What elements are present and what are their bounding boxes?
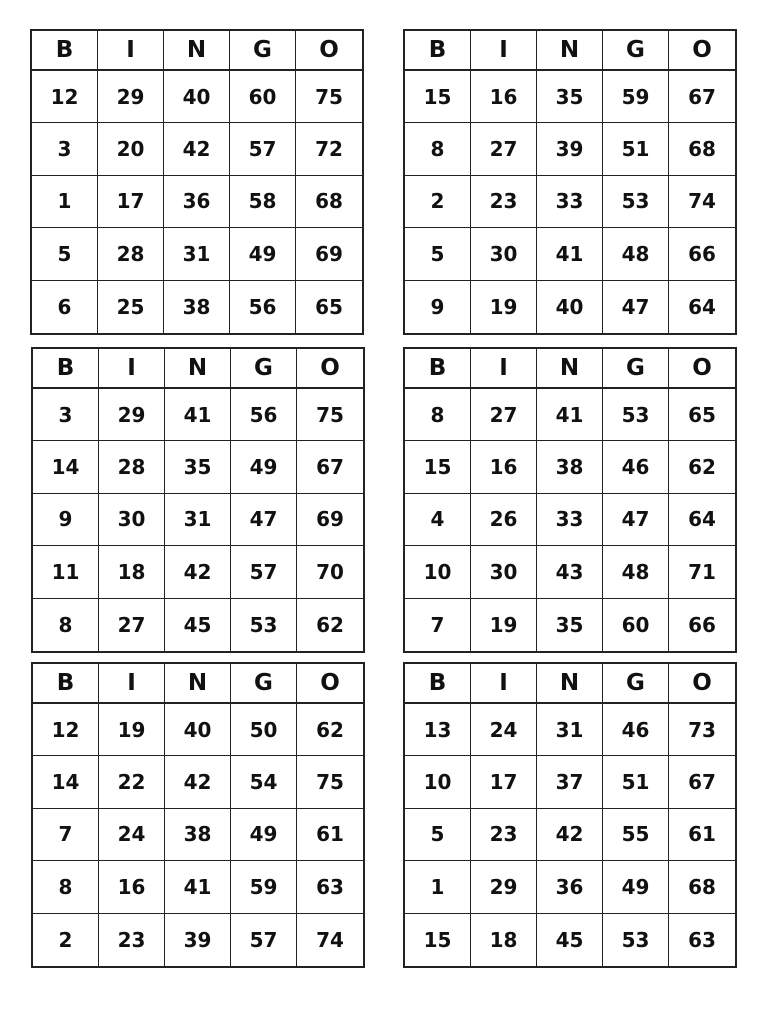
header-letter-g: G — [231, 664, 297, 704]
number-cell: 6 — [32, 281, 98, 333]
number-cell: 67 — [669, 756, 735, 808]
number-cell: 63 — [688, 927, 716, 952]
number-cell: 36 — [537, 861, 603, 913]
number-cell: 14 — [33, 441, 99, 493]
number-cell: 8 — [405, 123, 471, 175]
number-cell: 60 — [603, 599, 669, 651]
number-cell: 64 — [688, 294, 716, 319]
number-cell: 55 — [603, 809, 669, 861]
number-cell: 23 — [99, 914, 165, 966]
number-cell: 59 — [603, 71, 669, 123]
number-cell: 19 — [471, 281, 537, 333]
number-cell: 30 — [471, 228, 537, 280]
number-cell: 24 — [99, 809, 165, 861]
number-cell: 26 — [471, 494, 537, 546]
number-cell: 1 — [32, 176, 98, 228]
number-cell: 42 — [165, 756, 231, 808]
header-letter-g: G — [603, 664, 669, 704]
number-cell: 39 — [537, 123, 603, 175]
number-cell: 68 — [296, 176, 362, 228]
number-cell: 65 — [669, 389, 735, 441]
number-cell: 9 — [405, 281, 471, 333]
number-cell: 61 — [669, 809, 735, 861]
number-cell: 66 — [669, 228, 735, 280]
number-cell: 2 — [405, 176, 471, 228]
number-cell: 10 — [405, 546, 471, 598]
number-cell: 24 — [471, 704, 537, 756]
header-letter-n: N — [165, 349, 231, 389]
number-cell: 56 — [231, 389, 297, 441]
number-cell: 3 — [32, 123, 98, 175]
number-cell: 49 — [231, 809, 297, 861]
number-cell: 20 — [98, 123, 164, 175]
header-letter-b: B — [405, 664, 471, 704]
number-cell: 27 — [99, 599, 165, 651]
header-letter-b: B — [33, 349, 99, 389]
number-cell: 49 — [231, 441, 297, 493]
number-cell: 14 — [33, 756, 99, 808]
number-cell: 19 — [471, 599, 537, 651]
number-cell: 30 — [99, 494, 165, 546]
number-cell: 74 — [316, 927, 344, 952]
number-cell: 49 — [230, 228, 296, 280]
number-cell: 42 — [164, 123, 230, 175]
header-letter-o: O — [669, 349, 735, 389]
bingo-card-6 — [403, 662, 737, 968]
number-cell: 38 — [164, 281, 230, 333]
number-cell: 53 — [231, 599, 297, 651]
number-cell: 71 — [669, 546, 735, 598]
number-cell: 2 — [33, 914, 99, 966]
number-cell: 15 — [405, 71, 471, 123]
number-cell: 31 — [165, 494, 231, 546]
number-cell: 53 — [603, 389, 669, 441]
number-cell: 42 — [165, 546, 231, 598]
number-cell: 27 — [471, 389, 537, 441]
number-cell: 29 — [471, 861, 537, 913]
number-cell: 73 — [669, 704, 735, 756]
number-cell: 35 — [537, 599, 603, 651]
header-letter-b: B — [405, 31, 471, 71]
number-cell: 50 — [231, 704, 297, 756]
number-cell: 28 — [99, 441, 165, 493]
bingo-card-1 — [30, 29, 364, 335]
number-cell: 12 — [32, 71, 98, 123]
number-cell: 39 — [165, 914, 231, 966]
number-cell: 37 — [537, 756, 603, 808]
number-cell: 57 — [231, 914, 297, 966]
number-cell: 8 — [33, 599, 99, 651]
header-letter-i: I — [471, 31, 537, 71]
number-cell: 35 — [165, 441, 231, 493]
number-cell: 75 — [296, 71, 362, 123]
number-cell: 46 — [603, 441, 669, 493]
number-cell: 41 — [537, 228, 603, 280]
number-cell: 51 — [603, 756, 669, 808]
number-cell: 41 — [165, 861, 231, 913]
number-cell: 67 — [669, 71, 735, 123]
number-cell: 41 — [165, 389, 231, 441]
number-cell: 18 — [471, 914, 537, 966]
header-letter-b: B — [405, 349, 471, 389]
number-cell: 45 — [165, 599, 231, 651]
header-letter-g: G — [603, 349, 669, 389]
number-cell: 27 — [471, 123, 537, 175]
header-letter-n: N — [537, 664, 603, 704]
number-cell: 67 — [297, 441, 363, 493]
number-cell: 58 — [230, 176, 296, 228]
number-cell: 57 — [231, 546, 297, 598]
number-cell: 49 — [603, 861, 669, 913]
header-letter-i: I — [98, 31, 164, 71]
number-cell: 75 — [297, 756, 363, 808]
header-letter-o: O — [669, 664, 735, 704]
number-cell: 29 — [99, 389, 165, 441]
number-cell: 68 — [669, 861, 735, 913]
number-cell: 53 — [603, 914, 669, 966]
number-cell: 69 — [296, 228, 362, 280]
number-cell: 54 — [231, 756, 297, 808]
number-cell: 15 — [405, 914, 471, 966]
number-cell: 1 — [405, 861, 471, 913]
number-cell: 72 — [296, 123, 362, 175]
number-cell: 61 — [297, 809, 363, 861]
number-cell: 10 — [405, 756, 471, 808]
number-cell: 17 — [98, 176, 164, 228]
number-cell: 63 — [297, 861, 363, 913]
number-cell: 8 — [33, 861, 99, 913]
number-cell: 16 — [471, 71, 537, 123]
bingo-card-2 — [403, 29, 737, 335]
number-cell: 69 — [297, 494, 363, 546]
number-cell: 48 — [603, 228, 669, 280]
number-cell: 23 — [471, 176, 537, 228]
number-cell: 60 — [230, 71, 296, 123]
number-cell: 31 — [164, 228, 230, 280]
header-letter-b: B — [32, 31, 98, 71]
number-cell: 47 — [231, 494, 297, 546]
header-letter-i: I — [99, 664, 165, 704]
number-cell: 17 — [471, 756, 537, 808]
number-cell: 53 — [603, 176, 669, 228]
header-letter-g: G — [231, 349, 297, 389]
number-cell: 28 — [98, 228, 164, 280]
number-cell: 35 — [537, 71, 603, 123]
number-cell: 75 — [297, 389, 363, 441]
number-cell: 5 — [405, 228, 471, 280]
number-cell: 33 — [537, 494, 603, 546]
number-cell: 23 — [471, 809, 537, 861]
bingo-card-5 — [31, 662, 365, 968]
number-cell: 31 — [537, 704, 603, 756]
number-cell: 30 — [471, 546, 537, 598]
number-cell: 40 — [165, 704, 231, 756]
number-cell: 45 — [537, 914, 603, 966]
header-letter-n: N — [164, 31, 230, 71]
number-cell: 15 — [405, 441, 471, 493]
number-cell: 18 — [99, 546, 165, 598]
number-cell: 46 — [603, 704, 669, 756]
number-cell: 62 — [297, 704, 363, 756]
number-cell: 4 — [405, 494, 471, 546]
number-cell: 47 — [603, 281, 669, 333]
number-cell: 42 — [537, 809, 603, 861]
header-letter-o: O — [297, 349, 363, 389]
number-cell: 51 — [603, 123, 669, 175]
number-cell: 9 — [33, 494, 99, 546]
header-letter-i: I — [471, 664, 537, 704]
header-letter-g: G — [230, 31, 296, 71]
number-cell: 38 — [537, 441, 603, 493]
header-letter-i: I — [99, 349, 165, 389]
number-cell: 41 — [537, 389, 603, 441]
number-cell: 56 — [230, 281, 296, 333]
number-cell: 25 — [98, 281, 164, 333]
number-cell: 62 — [669, 441, 735, 493]
number-cell: 7 — [405, 599, 471, 651]
number-cell: 65 — [315, 294, 343, 319]
number-cell: 43 — [537, 546, 603, 598]
number-cell: 40 — [164, 71, 230, 123]
number-cell: 7 — [33, 809, 99, 861]
number-cell: 59 — [231, 861, 297, 913]
number-cell: 48 — [603, 546, 669, 598]
number-cell: 47 — [603, 494, 669, 546]
number-cell: 40 — [537, 281, 603, 333]
bingo-card-4 — [403, 347, 737, 653]
number-cell: 16 — [471, 441, 537, 493]
number-cell: 29 — [98, 71, 164, 123]
number-cell: 74 — [669, 176, 735, 228]
number-cell: 38 — [165, 809, 231, 861]
header-letter-g: G — [603, 31, 669, 71]
header-letter-n: N — [537, 31, 603, 71]
header-letter-b: B — [33, 664, 99, 704]
number-cell: 66 — [688, 612, 716, 637]
number-cell: 68 — [669, 123, 735, 175]
header-letter-o: O — [296, 31, 362, 71]
header-letter-n: N — [165, 664, 231, 704]
number-cell: 19 — [99, 704, 165, 756]
header-letter-i: I — [471, 349, 537, 389]
header-letter-o: O — [297, 664, 363, 704]
header-letter-n: N — [537, 349, 603, 389]
number-cell: 22 — [99, 756, 165, 808]
number-cell: 36 — [164, 176, 230, 228]
header-letter-o: O — [669, 31, 735, 71]
number-cell: 8 — [405, 389, 471, 441]
number-cell: 70 — [297, 546, 363, 598]
number-cell: 33 — [537, 176, 603, 228]
bingo-card-3 — [31, 347, 365, 653]
number-cell: 13 — [405, 704, 471, 756]
number-cell: 5 — [405, 809, 471, 861]
number-cell: 3 — [33, 389, 99, 441]
number-cell: 64 — [669, 494, 735, 546]
number-cell: 5 — [32, 228, 98, 280]
number-cell: 12 — [33, 704, 99, 756]
number-cell: 57 — [230, 123, 296, 175]
number-cell: 16 — [99, 861, 165, 913]
number-cell: 62 — [316, 612, 344, 637]
number-cell: 11 — [33, 546, 99, 598]
